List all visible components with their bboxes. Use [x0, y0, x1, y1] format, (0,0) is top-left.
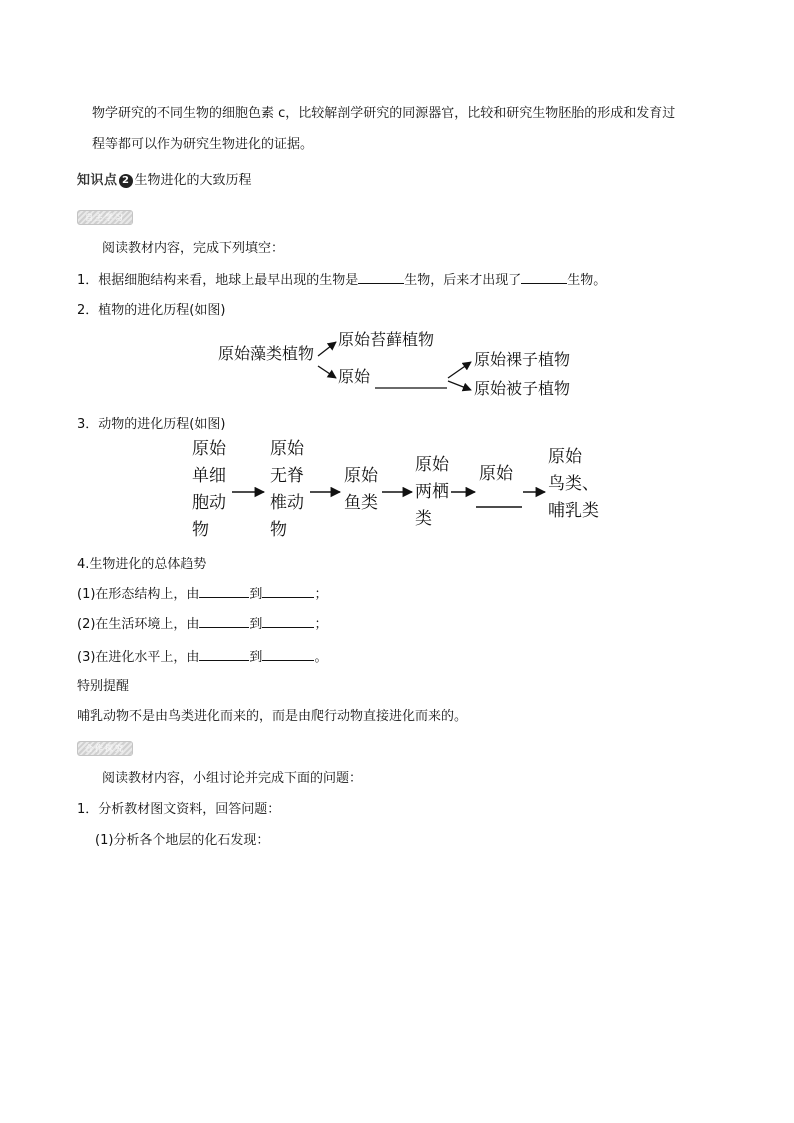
plant-angiosperm: 原始被子植物: [474, 379, 571, 398]
animal-node-unicellular: 原始 单细 胞动 物: [192, 439, 226, 540]
plant-origin-algae: 原始藻类植物: [218, 344, 315, 363]
question-2-label: 2．植物的进化历程(如图): [77, 303, 226, 318]
trend-item: (2)在生活环境上，由 到 ；: [77, 614, 327, 633]
self-study-badge: 自主学习: [77, 210, 133, 225]
blank-trend-1-from[interactable]: [199, 584, 249, 598]
question-3-label: 3．动物的进化历程(如图): [77, 417, 226, 432]
trend-item: (3)在进化水平上，由 到 。: [77, 647, 327, 666]
question-1: 1．根据细胞结构来看，地球上最早出现的生物是 生物，后来才出现了 生物。: [77, 270, 606, 289]
knowledge-point-title: 生物进化的大致历程: [134, 173, 252, 188]
plant-lower-prefix: 原始: [338, 367, 371, 386]
animal-node-bird-mammal: 原始 鸟类、 哺乳类: [548, 447, 599, 521]
reading-instruction: 阅读教材内容，完成下列填空：: [102, 241, 285, 256]
discussion-question-1: 1．分析教材图文资料，回答问题：: [77, 802, 281, 817]
plant-arrow-to-lower: [318, 366, 336, 378]
question-4-label: 4.生物进化的总体趋势: [77, 557, 207, 572]
intro-line-2: 程等都可以作为研究生物进化的证据。: [92, 137, 314, 152]
discussion-question-1-sub: (1)分析各个地层的化石发现：: [95, 833, 270, 848]
blank-trend-3-to[interactable]: [262, 647, 314, 661]
knowledge-point-number-badge: 2: [119, 174, 133, 188]
group-discussion-badge: 合作探究: [77, 741, 133, 756]
animal-node-blank: 原始: [479, 464, 513, 484]
blank-trend-2-from[interactable]: [199, 614, 249, 628]
knowledge-point-label: 知识点: [77, 173, 118, 188]
animal-node-fish: 原始 鱼类: [344, 466, 378, 513]
blank-trend-2-to[interactable]: [262, 614, 314, 628]
reminder-text: 哺乳动物不是由鸟类进化而来的，而是由爬行动物直接进化而来的。: [77, 709, 468, 724]
trend-item: (1)在形态结构上，由 到 ；: [77, 584, 327, 603]
animal-node-amphibian: 原始 两栖 类: [415, 455, 449, 529]
plant-arrow-to-moss: [318, 342, 336, 356]
plant-gymnosperm: 原始裸子植物: [474, 350, 571, 369]
animal-node-invertebrate: 原始 无脊 椎动 物: [270, 439, 304, 540]
blank-trend-3-from[interactable]: [199, 647, 249, 661]
discussion-instruction: 阅读教材内容，小组讨论并完成下面的问题：: [102, 771, 363, 786]
intro-line-1: 物学研究的不同生物的细胞色素 c，比较解剖学研究的同源器官，比较和研究生物胚胎的形成和发育过: [92, 106, 676, 121]
plant-arrow-to-angiosperm: [448, 381, 471, 390]
plant-moss: 原始苔藓植物: [338, 330, 435, 349]
blank-trend-1-to[interactable]: [262, 584, 314, 598]
reminder-title: 特别提醒: [77, 679, 130, 694]
plant-arrow-to-gymnosperm: [448, 362, 471, 378]
